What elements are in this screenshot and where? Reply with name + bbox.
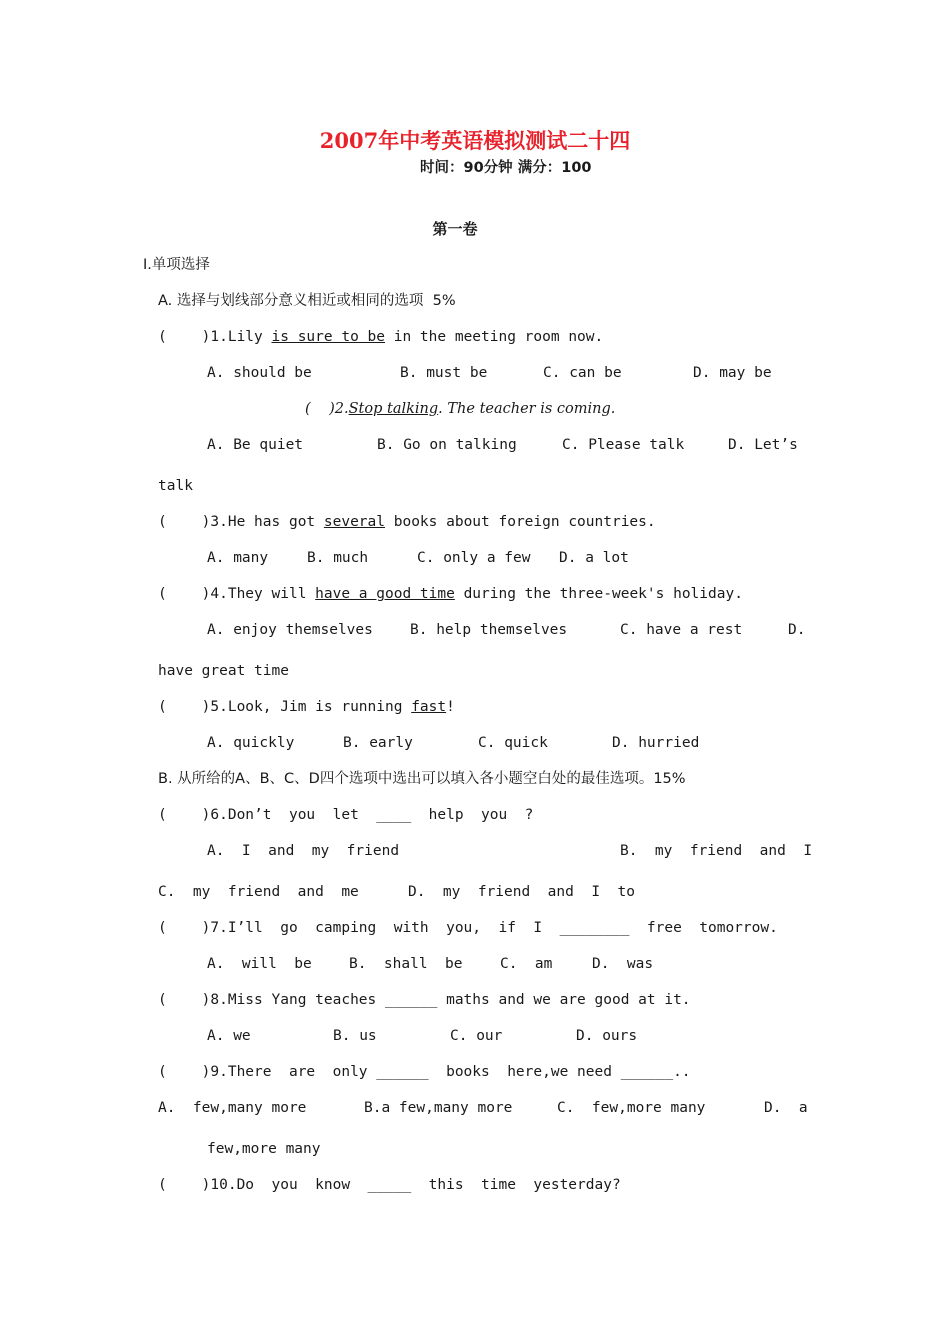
option-a: A. I and my friend — [207, 843, 400, 859]
question-2: ( )2.Stop talking. The teacher is coming. — [305, 401, 616, 417]
underlined-phrase: fast — [411, 699, 447, 715]
option-d: D. a lot — [559, 550, 629, 566]
option-d: D. a — [764, 1100, 808, 1116]
question-8: ( )8.Miss Yang teaches ______ maths and we are good at it. — [158, 992, 691, 1008]
option-a: A. we — [207, 1028, 251, 1044]
option-d-continued: talk — [158, 478, 193, 494]
exam-subtitle: 时间：90分钟 满分：100 — [420, 160, 592, 176]
option-a: A. should be — [207, 365, 312, 381]
answer-blank: ( ) — [158, 699, 211, 715]
answer-blank: ( ) — [158, 586, 211, 602]
question-5: ( )5.Look, Jim is running fast! — [158, 699, 455, 715]
option-d: D. hurried — [612, 735, 700, 751]
option-d: D. my friend and I to — [408, 884, 635, 900]
volume-heading: 第一卷 — [432, 220, 478, 238]
question-4: ( )4.They will have a good time during the three-week's holiday. — [158, 586, 743, 602]
option-c: C. quick — [478, 735, 548, 751]
option-a: A. many — [207, 550, 269, 566]
underlined-phrase: have a good time — [315, 586, 455, 602]
question-1: ( )1.Lily is sure to be in the meeting room now. — [158, 329, 604, 345]
option-d: D. — [788, 622, 806, 638]
answer-blank: ( ) — [158, 514, 211, 530]
exam-title: 2007年中考英语模拟测试二十四 — [319, 128, 631, 153]
option-a: A. Be quiet — [207, 437, 304, 453]
option-c: C. our — [450, 1028, 503, 1044]
option-c: C. can be — [543, 365, 622, 381]
answer-blank: ( ) — [305, 401, 335, 417]
option-b: B. shall be — [349, 956, 463, 972]
part-b-heading: B. 从所给的A、B、C、D四个选项中选出可以填入各小题空白处的最佳选项。15% — [158, 771, 686, 787]
answer-blank: ( ) — [158, 1064, 211, 1080]
answer-blank: ( ) — [158, 992, 211, 1008]
answer-blank: ( ) — [158, 807, 211, 823]
option-c: C. have a rest — [620, 622, 743, 638]
option-c: C. my friend and me — [158, 884, 359, 900]
question-7: ( )7.I’ll go camping with you, if I ________ free tomorrow. — [158, 920, 778, 936]
option-d: D. Let’s — [728, 437, 798, 453]
underlined-phrase: several — [323, 514, 385, 530]
option-b: B. help themselves — [410, 622, 568, 638]
option-c: C. only a few — [417, 550, 531, 566]
section-heading: I.单项选择 — [143, 257, 210, 273]
option-a: A. few,many more — [158, 1100, 307, 1116]
question-9: ( )9.There are only ______ books here,we need ______.. — [158, 1064, 691, 1080]
answer-blank: ( ) — [158, 920, 211, 936]
option-b: B. much — [307, 550, 369, 566]
option-c: C. am — [500, 956, 553, 972]
option-c: C. Please talk — [562, 437, 685, 453]
underlined-phrase: Stop talking — [348, 401, 439, 417]
question-10: ( )10.Do you know _____ this time yesterday? — [158, 1177, 621, 1193]
option-b: B. early — [343, 735, 413, 751]
option-b: B. Go on talking — [377, 437, 517, 453]
option-b: B. us — [333, 1028, 377, 1044]
answer-blank: ( ) — [158, 1177, 211, 1193]
option-c: C. few,more many — [557, 1100, 706, 1116]
underlined-phrase: is sure to be — [271, 329, 385, 345]
option-d-continued: few,more many — [207, 1141, 321, 1157]
answer-blank: ( ) — [158, 329, 211, 345]
question-3: ( )3.He has got several books about foreign countries. — [158, 514, 656, 530]
option-a: A. quickly — [207, 735, 295, 751]
option-d: D. ours — [576, 1028, 638, 1044]
option-b: B.a few,many more — [364, 1100, 513, 1116]
part-a-heading: A. 选择与划线部分意义相近或相同的选项 5% — [158, 293, 456, 309]
option-d-continued: have great time — [158, 663, 289, 679]
option-d: D. may be — [693, 365, 772, 381]
option-b: B. my friend and I — [620, 843, 813, 859]
option-a: A. will be — [207, 956, 312, 972]
option-d: D. was — [592, 956, 654, 972]
option-b: B. must be — [400, 365, 488, 381]
option-a: A. enjoy themselves — [207, 622, 373, 638]
question-6: ( )6.Don’t you let ____ help you ? — [158, 807, 534, 823]
